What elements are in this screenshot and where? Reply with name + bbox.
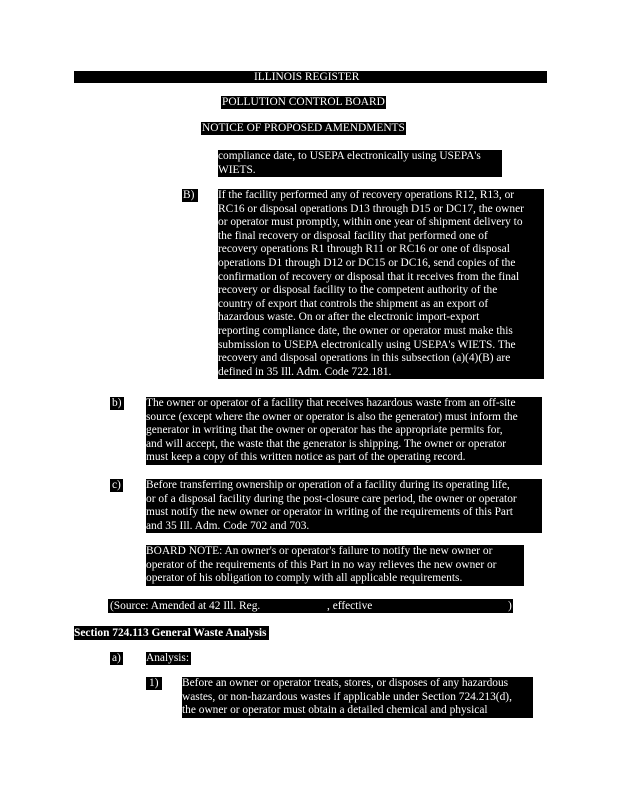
item-1-paragraph — [182, 677, 533, 718]
text-line: generator in writing that the owner or operator has the appropriate permits for, — [146, 424, 503, 437]
text-line: If the facility performed any of recovery operations R12, R13, or — [218, 189, 515, 201]
text-line: submission to USEPA electronically using USEPA's WIETS. The — [218, 338, 516, 351]
text-line: and 35 Ill. Adm. Code 702 and 703. — [146, 519, 310, 532]
register-header-bar — [74, 71, 547, 83]
text-line: hazardous waste. On or after the electronic import-export — [218, 311, 480, 324]
text-line: or of a disposal facility during the post-closure care period, the owner or operator — [146, 492, 517, 505]
item-b-lower-paragraph — [146, 397, 542, 465]
text-line: operations D1 through D12 or DC15 or DC16, send copies of the — [218, 256, 516, 269]
item-label-b-upper: B) — [182, 189, 198, 202]
text-line: WIETS. — [218, 163, 256, 176]
text-line: BOARD NOTE: An owner's or operator's failure to notify the new owner or — [146, 545, 493, 557]
text-line: recovery or disposal facility to the competent authority of the — [218, 284, 498, 297]
section-heading: Section 724.113 General Waste Analysis — [74, 627, 267, 639]
item-label-a: a) — [112, 652, 121, 664]
source-citation — [108, 599, 513, 613]
item-label-c: c) — [112, 479, 121, 491]
text-line: the owner or operator must obtain a detailed chemical and physical — [182, 704, 488, 717]
text-line: wastes, or non-hazardous wastes if applicable under Section 724.213(d), — [182, 690, 512, 703]
source-lead: (Source: Amended at 42 Ill. Reg. — [110, 600, 261, 612]
source-close: ) — [508, 600, 512, 612]
item-b-paragraph — [218, 189, 544, 379]
text-line: source (except where the owner or operator is also the generator) must inform the — [146, 410, 518, 423]
text-line: must notify the new owner or operator in writing of the requirements of this Part — [146, 506, 513, 519]
text-line: operator of his obligation to comply with all applicable requirements. — [146, 572, 463, 585]
text-line: confirmation of recovery or disposal that it receives from the final — [218, 270, 520, 283]
notice-title: NOTICE OF PROPOSED AMENDMENTS — [202, 122, 405, 134]
text-line: RC16 or disposal operations D13 through D15 or DC17, the owner — [218, 202, 524, 215]
text-line: Before transferring ownership or operation of a facility during its operating life, — [146, 479, 510, 491]
text-line: defined in 35 Ill. Adm. Code 722.181. — [218, 365, 392, 378]
text-line: recovery operations R1 through R11 or RC16 or one of disposal — [218, 243, 510, 256]
text-line: operator of the requirements of this Part in no way relieves the new owner or — [146, 558, 497, 571]
text-line: The owner or operator of a facility that receives hazardous waste from an off-site — [146, 397, 516, 409]
analysis-heading: Analysis: — [146, 652, 190, 664]
text-line: compliance date, to USEPA electronically using USEPA's — [218, 150, 481, 162]
text-line: the final recovery or disposal facility that performed one of — [218, 229, 488, 242]
text-line: and will accept, the waste that the generator is shipping. The owner or operator — [146, 437, 507, 450]
item-c-paragraph — [146, 479, 542, 533]
text-line: country of export that controls the shipment as an export of — [218, 297, 489, 310]
item-label-1: 1) — [146, 677, 162, 690]
text-line: recovery and disposal operations in this subsection (a)(4)(B) are — [218, 352, 511, 365]
register-title: ILLINOIS REGISTER — [254, 71, 360, 83]
text-line: reporting compliance date, the owner or operator must make this — [218, 324, 513, 337]
continuation-paragraph — [218, 150, 502, 177]
board-note-paragraph — [146, 545, 524, 586]
text-line: must keep a copy of this written notice as part of the operating record. — [146, 451, 466, 464]
text-line: or operator must promptly, within one year of shipment delivery to — [218, 216, 523, 229]
item-label-b: b) — [112, 397, 122, 409]
text-line: Before an owner or operator treats, stores, or disposes of any hazardous — [182, 677, 509, 689]
source-effective: , effective — [327, 600, 373, 612]
board-title: POLLUTION CONTROL BOARD — [222, 96, 385, 108]
